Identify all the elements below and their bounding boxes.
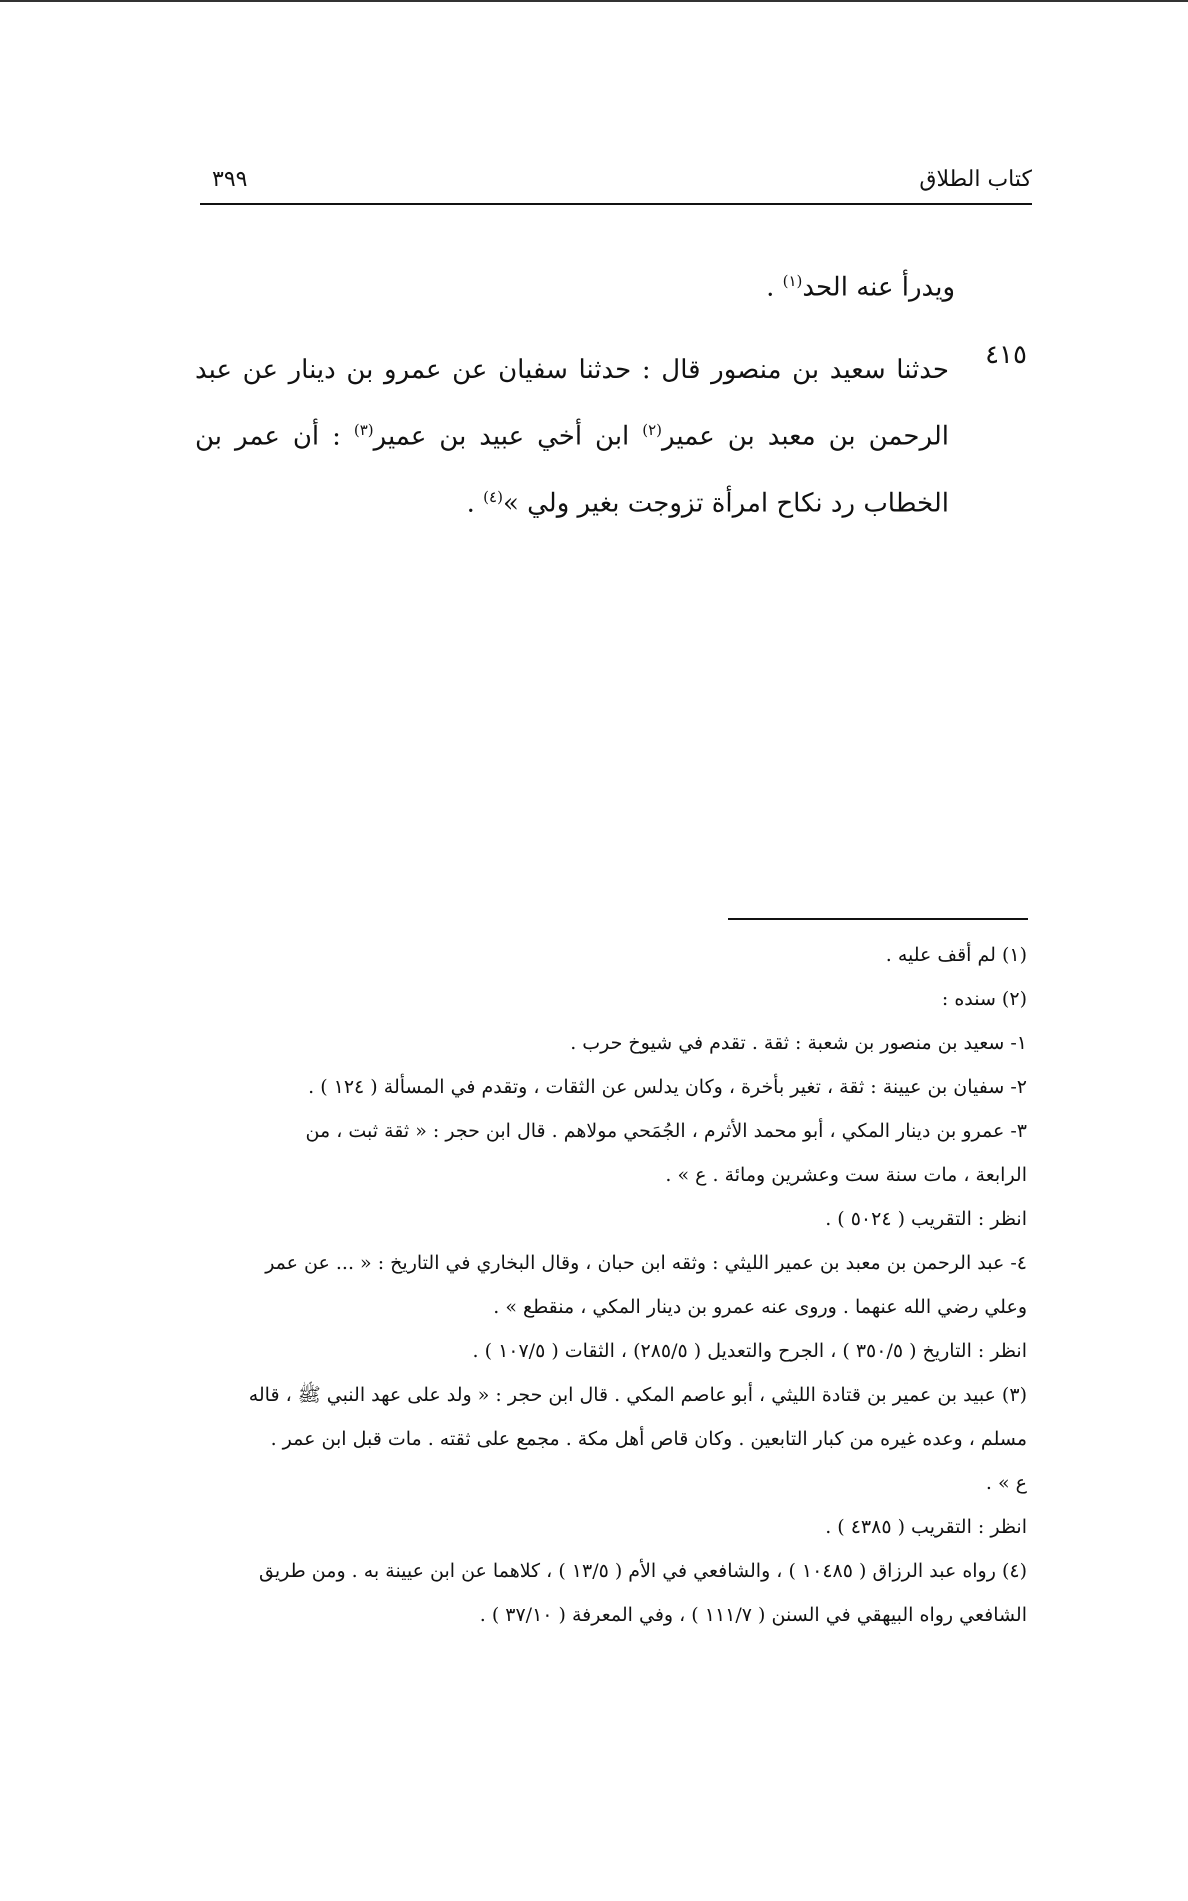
footnote-4-line-2: الشافعي رواه البيهقي في السنن ( ١١١/٧ ) ، وفي المعرفة ( ٣٧/١٠ ) . (479, 1604, 1027, 1626)
footnote-2-item-2: ٢- سفيان بن عيينة : ثقة ، تغير بأخرة ، وكان يدلس عن الثقات ، وتقدم في المسألة ( ١٢٤ ) . (308, 1076, 1027, 1098)
footnote-2-item-4-ref: انظر : التاريخ ( ٣٥٠/٥ ) ، الجرح والتعديل ( ٢٨٥/٥) ، الثقات ( ١٠٧/٥ ) . (472, 1340, 1027, 1362)
footnote-ref-1: (١) (782, 272, 803, 290)
top-border (0, 0, 1188, 2)
footnote-4-line-1: (٤) رواه عبد الرزاق ( ١٠٤٨٥ ) ، والشافعي في الأم ( ١٣/٥ ) ، كلاهما عن ابن عيينة به . ومن طريق (259, 1560, 1027, 1582)
hadith-number: ٤١٥ (985, 340, 1027, 370)
footnote-2-item-3-line-1: ٣- عمرو بن دينار المكي ، أبو محمد الأثرم ، الجُمَحي مولاهم . قال ابن حجر : « ثقة ثبت ، من (305, 1120, 1027, 1142)
footnote-2-heading: (٢) سنده : (941, 988, 1027, 1010)
page-number: ٣٩٩ (212, 167, 248, 192)
footnote-1: (١) لم أقف عليه . (885, 944, 1027, 966)
main-text-line-1: ويدرأ عنه الحد$^{(١)}$ . (766, 272, 955, 303)
footnote-3-line-2: مسلم ، وعده غيره من كبار التابعين . وكان قاص أهل مكة . مجمع على ثقته . مات قبل ابن عمر . (270, 1428, 1027, 1450)
footnote-ref-3: (٣) (353, 421, 374, 439)
chapter-title: كتاب الطلاق (919, 167, 1032, 192)
footnote-2-item-1: ١- سعيد بن منصور بن شعبة : ثقة . تقدم في شيوخ حرب . (570, 1032, 1027, 1054)
footnote-separator (728, 918, 1028, 920)
footnote-3-line-1: (٣) عبيد بن عمير بن قتادة الليثي ، أبو عاصم المكي . قال ابن حجر : « ولد على عهد النبي ﷺ ، قاله (248, 1384, 1027, 1406)
hadith-text: حدثنا سعيد بن منصور قال : حدثنا سفيان عن عمرو بن دينار عن عبد الرحمن بن معبد بن عمير$^{(٢)}$ ابن أخي عبيد بن عمير$^{(٣)}$ : أن عمر بن الخطاب رد نكاح امرأة تزوجت بغير ولي »$^{(٤)}$ . (195, 355, 949, 519)
footnote-3-ref: انظر : التقريب ( ٤٣٨٥ ) . (825, 1516, 1027, 1538)
footnote-3-line-3: ع » . (985, 1472, 1027, 1494)
footnote-2-item-4-line-1: ٤- عبد الرحمن بن معبد بن عمير الليثي : وثقه ابن حبان ، وقال البخاري في التاريخ : « ... عن عمر (265, 1252, 1027, 1274)
header-rule (200, 203, 1032, 205)
footnote-2-item-3-line-2: الرابعة ، مات سنة ست وعشرين ومائة . ع » . (665, 1164, 1027, 1186)
footnote-ref-2: (٢) (642, 421, 663, 439)
footnote-ref-4: (٤) (483, 487, 503, 506)
footnote-2-item-3-ref: انظر : التقريب ( ٥٠٢٤ ) . (825, 1208, 1027, 1230)
page-header (200, 165, 1032, 205)
footnote-2-item-4-line-2: وعلي رضي الله عنهما . وروى عنه عمرو بن دينار المكي ، منقطع » . (493, 1296, 1027, 1318)
